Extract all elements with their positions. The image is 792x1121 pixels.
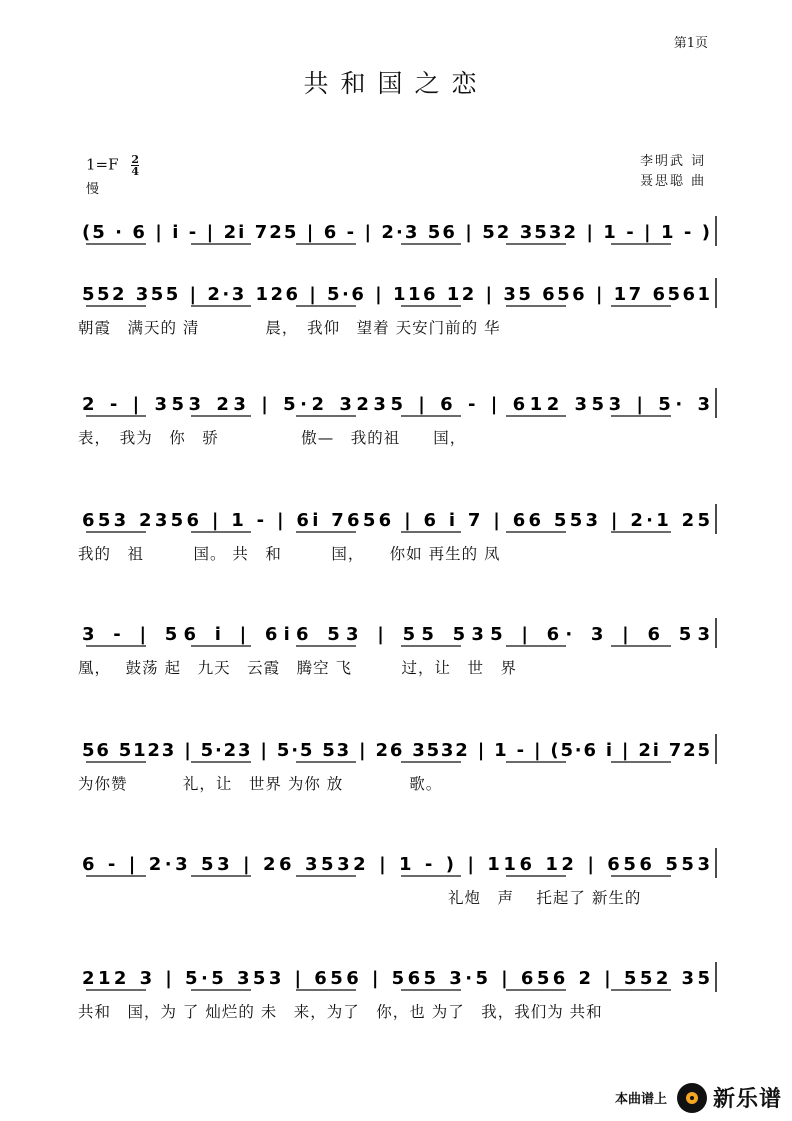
lyric-line: 凰， 鼓荡 起 九天 云霞 腾空 飞 过，让 世 界 [78, 659, 518, 677]
song-title: 共和国之恋 [303, 69, 489, 98]
notation-svg [78, 958, 718, 998]
key-signature [86, 154, 139, 177]
notation-line [78, 614, 718, 654]
notation-line [78, 500, 718, 540]
lyric-line: 礼炮 声 托起了 新生的 [448, 889, 642, 907]
score-row [78, 830, 718, 922]
lyric-line: 我的 祖 国。 共 和 国， 你如 再生的 凤 [78, 545, 501, 563]
lyric-line: 表， 我为 你 骄 傲— 我的祖 国， [78, 429, 467, 447]
notation-text: 6 - | 2·3 53 | 26 3532 | 1 - ) | 116 12 | 656 553 [82, 854, 710, 875]
score-row [78, 944, 718, 1036]
credits [640, 152, 706, 192]
key-label: 1=F [86, 155, 119, 174]
notation-line [78, 384, 718, 424]
composer: 聂思聪 曲 [640, 174, 707, 189]
notation-svg [78, 614, 718, 654]
notation-svg [78, 730, 718, 770]
lyric-line: 朝霞 满天的 清 晨， 我仰 望着 天安门前的 华 [78, 319, 501, 337]
brand-name: 新乐谱 [712, 1087, 782, 1112]
notation-svg [78, 384, 718, 424]
notation-text: (5 · 6 | i - | 2i 725 | 6 - | 2·3 56 | 52 3532 | 1 - | 1 - ) [82, 222, 710, 243]
score-row [78, 716, 718, 808]
lyricist: 李明武 词 [640, 154, 707, 169]
vinyl-record-icon [677, 1083, 707, 1113]
notation-line [78, 844, 718, 884]
notation-text: 2 - | 353 23 | 5·2 3235 | 6 - | 612 353 | 5· 3 [82, 394, 710, 415]
notation-text: 56 5123 | 5·23 | 5·5 53 | 26 3532 | 1 - | (5·6 i | 2i 725 [82, 740, 710, 761]
lyric-line: 为你赞 礼，让 世界 为你 放 歌。 [78, 775, 443, 793]
score-row [78, 486, 718, 578]
lyric-line: 共和 国，为 了 灿烂的 未 来，为了 你，也 为了 我，我们为 共和 [78, 1003, 603, 1021]
footer [615, 1082, 782, 1113]
notation-line [78, 730, 718, 770]
notation-svg [78, 844, 718, 884]
time-signature-bottom: 4 [131, 165, 139, 178]
notation-line [78, 212, 718, 252]
notation-text: 212 3 | 5·5 353 | 656 | 565 3·5 | 656 2 | 552 35 [82, 968, 710, 989]
score-row [78, 600, 718, 692]
tempo-marking: 慢 [86, 182, 100, 197]
source-label: 本曲谱上 [614, 1092, 667, 1107]
page-number: 第1页 [673, 36, 708, 51]
notation-text: 552 355 | 2·3 126 | 5·6 | 116 12 | 35 656 | 17 6561 [82, 284, 710, 305]
time-signature-top: 2 [131, 153, 139, 166]
score-row [78, 370, 718, 462]
time-signature [131, 154, 139, 177]
notation-line [78, 274, 718, 314]
notation-svg [78, 274, 718, 314]
notation-svg [78, 500, 718, 540]
notation-text: 653 2356 | 1 - | 6i 7656 | 6 i 7 | 66 553 | 2·1 25 [82, 510, 710, 531]
notation-line [78, 958, 718, 998]
score-row [78, 260, 718, 352]
notation-svg [78, 212, 718, 252]
notation-text: 3 - | 56 i | 6i6 53 | 55 535 | 6· 3 | 6 53 [82, 624, 710, 645]
